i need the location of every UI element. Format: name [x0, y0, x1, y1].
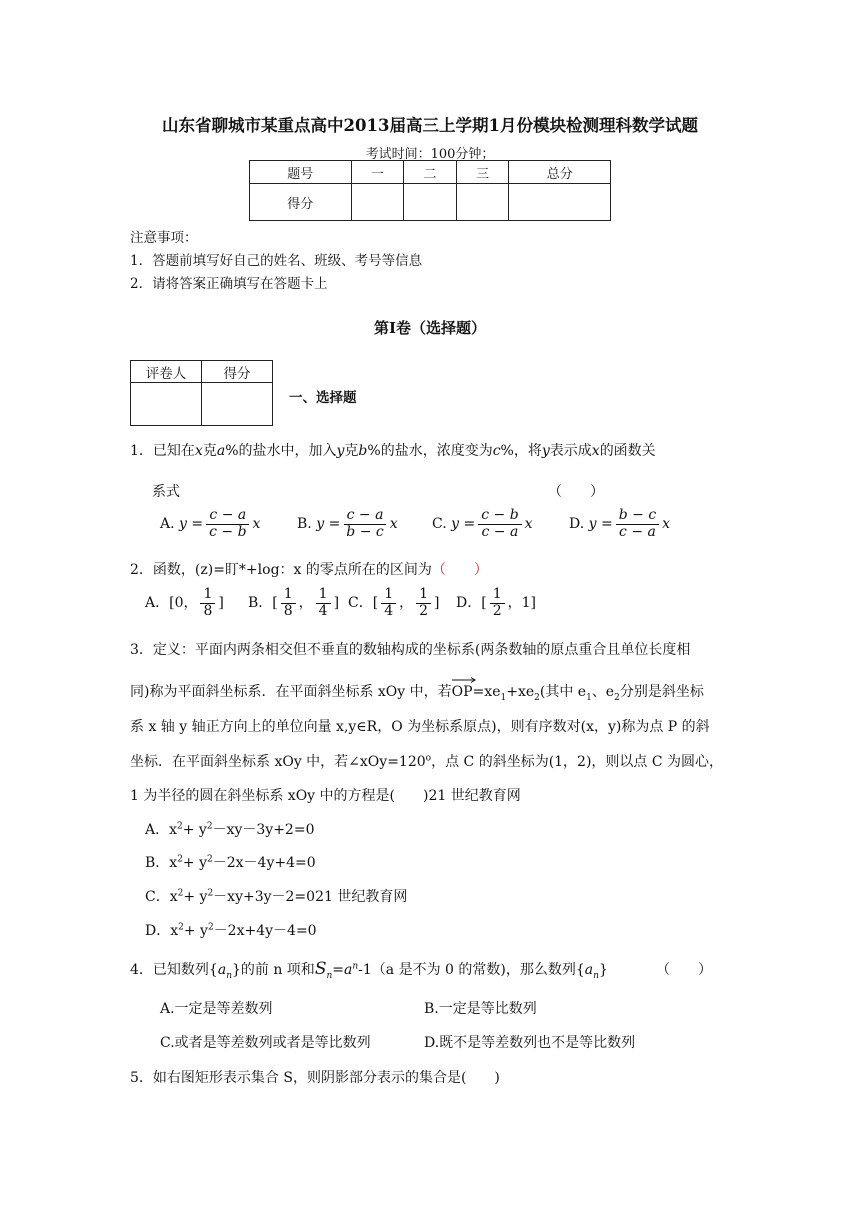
- question-3-line-3: 系 x 轴 y 轴正方向上的单位向量 x,y∈R，O 为坐标系原点)，则有序数对(x，y)称为点 P 的斜: [130, 719, 710, 735]
- question-4-text: 4．已知数列$\{a_n\}$的前 n 项和$S_n=a^n-1(a$ 是不为 0 的常数)，那么数列$\{a_n\}$: [130, 959, 608, 981]
- part-title: 一、选择题: [289, 390, 357, 406]
- question-3-option-b: B．$x^2+ y^2-2x-4y+4=0$: [145, 854, 316, 871]
- question-1-answer-paren: （ ）: [548, 484, 604, 500]
- score-header-cell: 一: [351, 161, 404, 184]
- question-4-option-a: A.一定是等差数列: [160, 1001, 273, 1017]
- question-4-option-d: D.既不是等差数列也不是等比数列: [424, 1035, 636, 1051]
- question-1-option-a: A. y = $\frac{c - a}{c - b}$ x: [160, 507, 261, 540]
- vector-arrow-icon: [452, 677, 476, 683]
- question-2-option-a: A．[0， $\frac{1}{8}$ ]: [145, 586, 224, 619]
- question-1-option-b: B. y = $\frac{c - a}{b - c}$ x: [297, 507, 398, 540]
- question-3-option-c: C．$x^2+ y^2-xy+3y-2=021$ 世纪教育网: [145, 888, 408, 905]
- grader-cell: [131, 383, 202, 426]
- question-1-line-2: 系式: [152, 484, 180, 500]
- question-5-text: 5．如右图矩形表示集合 S，则阴影部分表示的集合是( ): [130, 1070, 500, 1086]
- question-3-line-1: 3．定义：平面内两条相交但不垂直的数轴构成的坐标系(两条数轴的原点重合且单位长度相: [130, 642, 691, 658]
- question-2-option-d: D．[ $\frac{1}{2}$ ，1]: [456, 586, 536, 619]
- section-title: 第I卷（选择题）: [373, 319, 487, 337]
- notes-heading: 注意事项：: [130, 230, 198, 246]
- score-header-cell: 二: [404, 161, 457, 184]
- question-1-option-d: D. y = $\frac{b - c}{c - a}$ x: [569, 507, 671, 540]
- vector-op: OP: [452, 684, 473, 700]
- grader-header-cell: 评卷人: [131, 361, 202, 383]
- score-cell: [351, 184, 404, 221]
- note-item: 2．请将答案正确填写在答题卡上: [130, 276, 328, 292]
- score-cell: [456, 184, 509, 221]
- score-table: [249, 160, 611, 221]
- grader-table: [130, 360, 273, 426]
- question-2-option-c: C．[ $\frac{1}{4}$ ， $\frac{1}{2}$ ]: [348, 586, 440, 619]
- question-3-line-4: 坐标．在平面斜坐标系 xOy 中，若$\angle xOy=120^o$，点 C 的斜坐标为(1，2)，则以点 C 为圆心，: [130, 753, 724, 770]
- score-header-cell: 题号: [250, 161, 352, 184]
- question-3-option-a: A．$x^2+ y^2-xy-3y+2=0$: [145, 821, 315, 838]
- score-header-cell: 总分: [509, 161, 611, 184]
- question-3-option-d: D．$x^2+ y^2-2x+4y-4=0$: [145, 922, 317, 939]
- page-title: 山东省聊城市某重点高中2013届高三上学期1月份模块检测理科数学试题: [162, 116, 698, 135]
- score-cell: [509, 184, 611, 221]
- exam-time: 考试时间：100分钟；: [365, 147, 495, 162]
- score-cell: [404, 184, 457, 221]
- question-4-option-c: C.或者是等差数列或者是等比数列: [160, 1035, 371, 1051]
- question-2-text: 2．函数，(z)=盯*+log：x 的零点所在的区间为（ ）: [130, 562, 488, 578]
- question-4-answer-paren: （ ）: [656, 962, 712, 978]
- question-4-option-b: B.一定是等比数列: [424, 1001, 537, 1017]
- grader-header-cell: 得分: [202, 361, 273, 383]
- note-item: 1．答题前填写好自己的姓名、班级、考号等信息: [130, 253, 423, 269]
- score-row-label: 得分: [250, 184, 352, 221]
- question-1-option-c: C. y = $\frac{c - b}{c - a}$ x: [432, 507, 533, 540]
- question-1-line-1: 1．已知在x克a%的盐水中，加入y克b%的盐水，浓度变为c%，将y表示成x的函数关: [130, 443, 656, 459]
- question-2-answer-paren: （ ）: [431, 562, 488, 578]
- question-3-line-2: 同)称为平面斜坐标系．在平面斜坐标系 xOy 中，若 $OP=xe_1+xe_2$(其中 $e_1$、$e_2$分别是斜坐标: [130, 681, 704, 703]
- score-header-cell: 三: [456, 161, 509, 184]
- grader-cell: [202, 383, 273, 426]
- question-2-option-b: B．[ $\frac{1}{8}$ ， $\frac{1}{4}$ ]: [248, 586, 340, 619]
- question-3-line-5: 1 为半径的圆在斜坐标系 xOy 中的方程是( )21 世纪教育网: [130, 788, 521, 804]
